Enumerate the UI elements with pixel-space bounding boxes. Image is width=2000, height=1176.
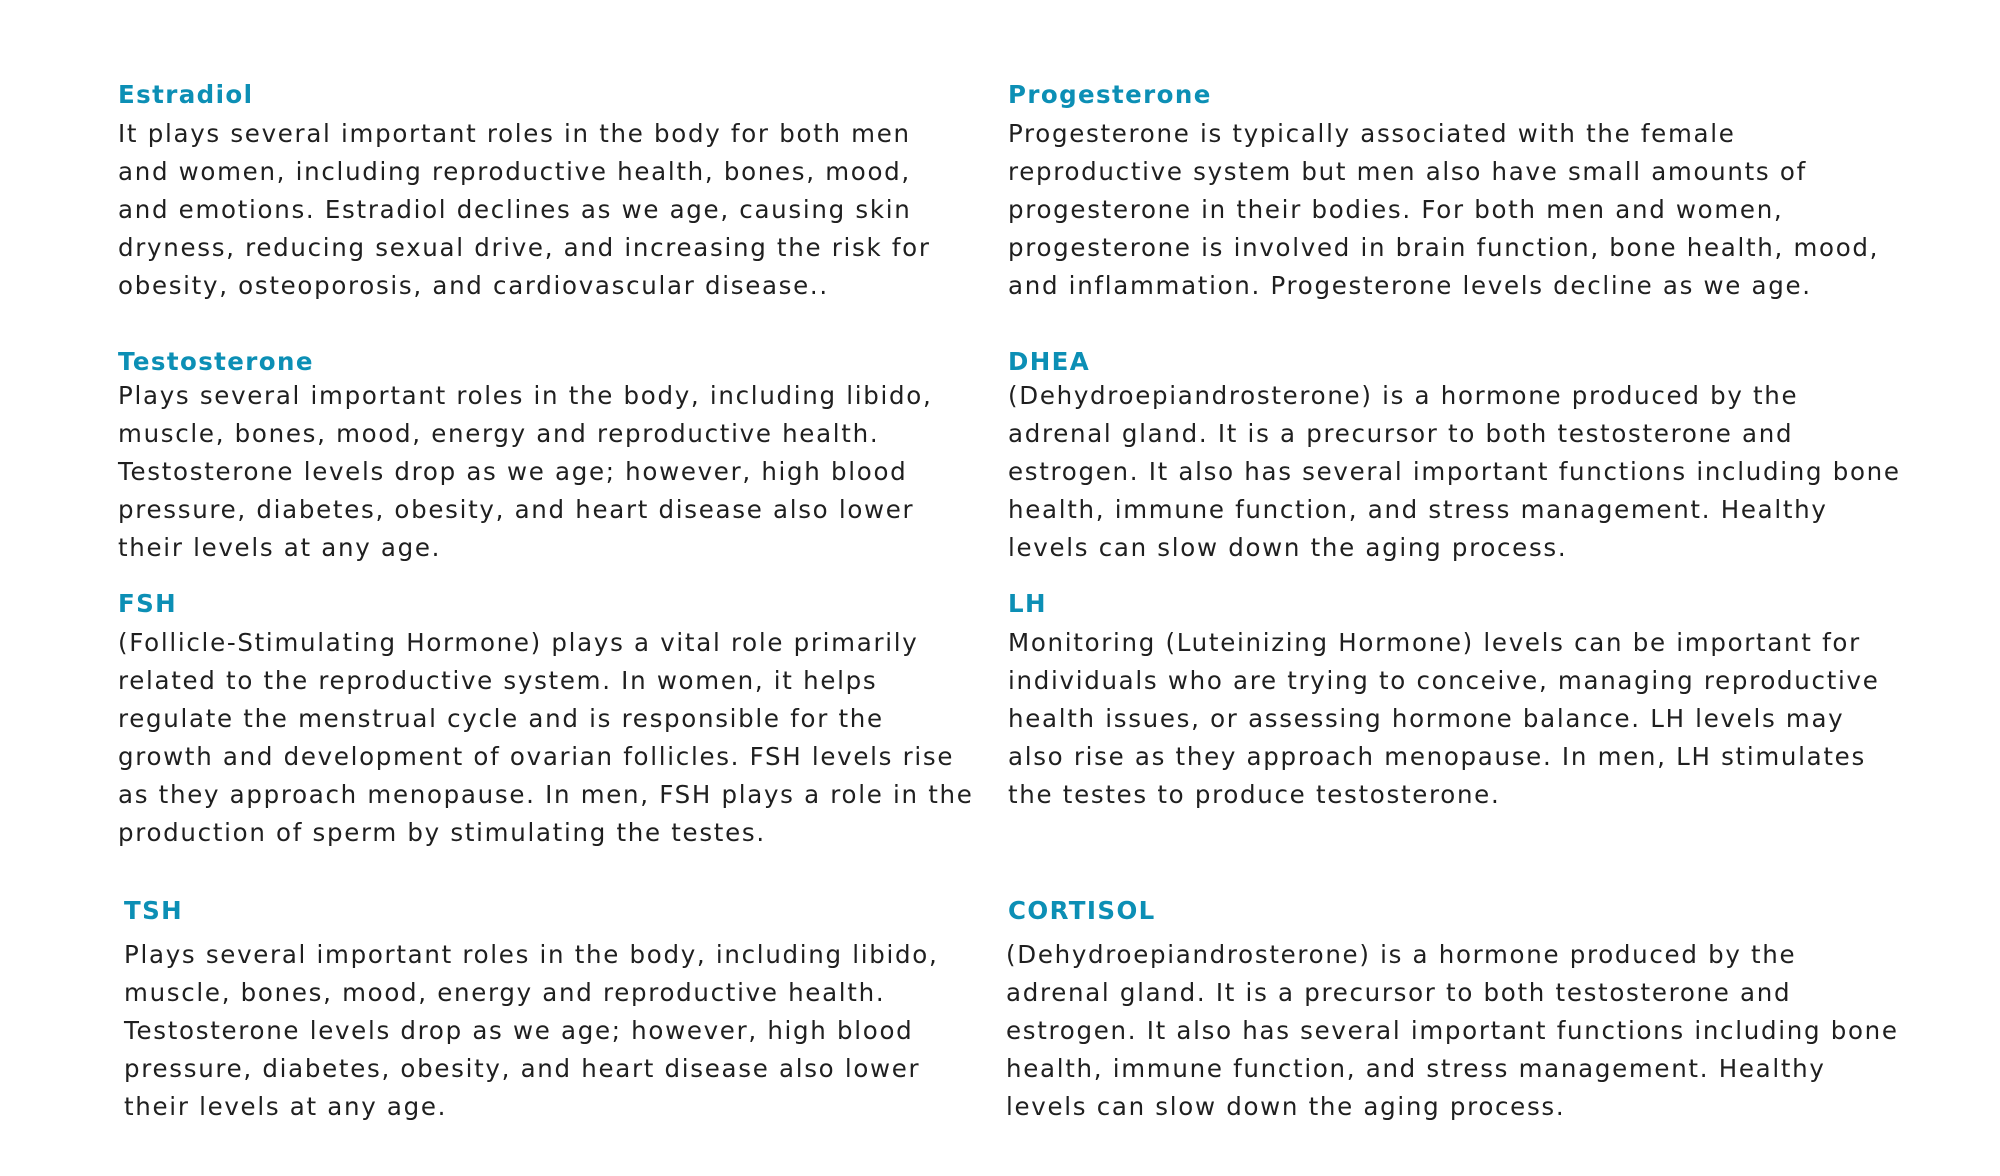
body-line: (Dehydroepiandrosterone) is a hormone produced by the <box>1008 381 1799 410</box>
section-dhea <box>1008 347 1901 567</box>
section-body <box>1008 377 1901 567</box>
body-line: their levels at any age. <box>124 1092 448 1121</box>
body-line: progesterone in their bodies. For both men and women, <box>1008 195 1784 224</box>
body-line: dryness, reducing sexual drive, and increasing the risk for <box>118 233 931 262</box>
section-progesterone <box>1008 80 1879 305</box>
section-body <box>1006 936 1899 1126</box>
body-line: estrogen. It also has several important functions including bone <box>1008 457 1901 486</box>
section-title: Testosterone <box>118 347 314 376</box>
body-line: Testosterone levels drop as we age; however, high blood <box>124 1016 914 1045</box>
section-body <box>1008 115 1879 305</box>
section-title: DHEA <box>1008 347 1091 376</box>
section-lh <box>1008 589 1880 814</box>
body-line: levels can slow down the aging process. <box>1006 1092 1566 1121</box>
section-title: Progesterone <box>1008 80 1212 109</box>
body-line: the testes to produce testosterone. <box>1008 780 1501 809</box>
section-fsh <box>118 589 974 852</box>
body-line: levels can slow down the aging process. <box>1008 533 1568 562</box>
body-line: It plays several important roles in the body for both men <box>118 119 911 148</box>
body-line: health issues, or assessing hormone balance. LH levels may <box>1008 704 1845 733</box>
section-testosterone <box>118 347 932 567</box>
body-line: related to the reproductive system. In women, it helps <box>118 666 878 695</box>
section-body <box>118 624 974 852</box>
body-line: health, immune function, and stress management. Healthy <box>1008 495 1828 524</box>
body-line: Testosterone levels drop as we age; however, high blood <box>118 457 908 486</box>
section-body <box>1008 624 1880 814</box>
section-title: FSH <box>118 589 178 618</box>
body-line: pressure, diabetes, obesity, and heart disease also lower <box>118 495 915 524</box>
body-line: individuals who are trying to conceive, managing reproductive <box>1008 666 1880 695</box>
body-line: estrogen. It also has several important functions including bone <box>1006 1016 1899 1045</box>
body-line: muscle, bones, mood, energy and reproductive health. <box>118 419 880 448</box>
section-cortisol <box>1006 896 1899 1126</box>
body-line: adrenal gland. It is a precursor to both testosterone and <box>1008 419 1794 448</box>
body-line: Plays several important roles in the body, including libido, <box>118 381 933 410</box>
body-line: obesity, osteoporosis, and cardiovascular disease.. <box>118 271 829 300</box>
body-line: regulate the menstrual cycle and is responsible for the <box>118 704 884 733</box>
body-line: Progesterone is typically associated with the female <box>1008 119 1736 148</box>
body-line: Monitoring (Luteinizing Hormone) levels can be important for <box>1008 628 1861 657</box>
section-body <box>124 936 938 1126</box>
body-line: adrenal gland. It is a precursor to both testosterone and <box>1006 978 1792 1007</box>
body-line: (Follicle-Stimulating Hormone) plays a vital role primarily <box>118 628 919 657</box>
body-line: and emotions. Estradiol declines as we age, causing skin <box>118 195 912 224</box>
body-line: production of sperm by stimulating the testes. <box>118 818 766 847</box>
body-line: Plays several important roles in the body, including libido, <box>124 940 939 969</box>
section-estradiol <box>118 80 931 305</box>
body-line: health, immune function, and stress management. Healthy <box>1006 1054 1826 1083</box>
section-title: LH <box>1008 589 1047 618</box>
body-line: (Dehydroepiandrosterone) is a hormone produced by the <box>1006 940 1797 969</box>
section-title: TSH <box>124 896 184 925</box>
section-title: CORTISOL <box>1008 896 1156 925</box>
body-line: growth and development of ovarian follicles. FSH levels rise <box>118 742 955 771</box>
body-line: progesterone is involved in brain function, bone health, mood, <box>1008 233 1880 262</box>
body-line: also rise as they approach menopause. In men, LH stimulates <box>1008 742 1866 771</box>
section-tsh <box>124 896 938 1126</box>
section-body <box>118 377 932 567</box>
body-line: muscle, bones, mood, energy and reproductive health. <box>124 978 886 1007</box>
section-body <box>118 115 931 305</box>
section-title: Estradiol <box>118 80 254 109</box>
body-line: their levels at any age. <box>118 533 442 562</box>
body-line: reproductive system but men also have small amounts of <box>1008 157 1807 186</box>
body-line: and women, including reproductive health, bones, mood, <box>118 157 911 186</box>
body-line: pressure, diabetes, obesity, and heart disease also lower <box>124 1054 921 1083</box>
body-line: as they approach menopause. In men, FSH plays a role in the <box>118 780 974 809</box>
body-line: and inflammation. Progesterone levels decline as we age. <box>1008 271 1812 300</box>
